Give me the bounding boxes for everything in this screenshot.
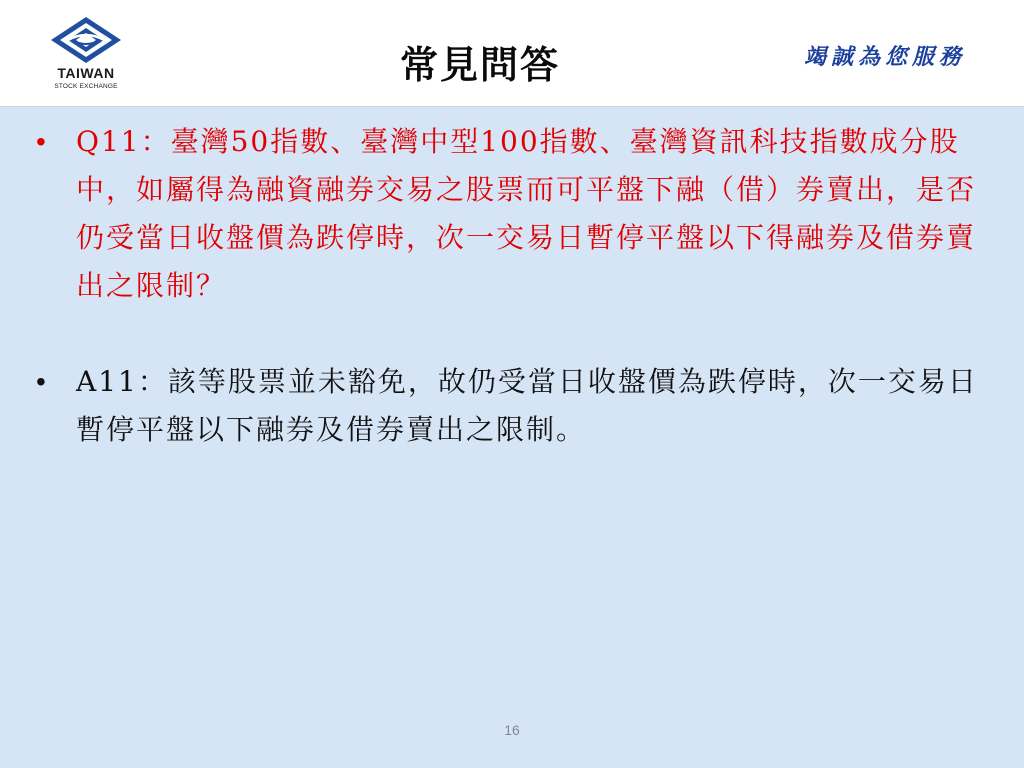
logo-subtitle: STOCK EXCHANGE [54, 83, 118, 90]
slide-title: 常見問答 [399, 42, 560, 87]
page-number: 16 [504, 722, 520, 738]
faq-content [28, 118, 978, 454]
slide-header [0, 0, 1024, 107]
question-text: Q11：臺灣50指數、臺灣中型100指數、臺灣資訊科技指數成分股中，如屬得為融資融券交易之股票而可平盤下融（借）券賣出，是否仍受當日收盤價為跌停時，次一交易日暫停平盤以下得融券及借券賣出之限制？ [76, 125, 977, 302]
taiwan-stock-exchange-logo-icon [50, 16, 122, 64]
logo-name: TAIWAN [57, 65, 115, 81]
company-logo [40, 16, 132, 96]
faq-question [28, 118, 978, 310]
answer-text: A11：該等股票並未豁免，故仍受當日收盤價為跌停時，次一交易日暫停平盤以下融券及借券賣出之限制。 [76, 365, 978, 446]
service-slogan: 竭誠為您服務 [803, 44, 966, 70]
bullet-icon: • [36, 366, 48, 397]
faq-answer [28, 358, 978, 454]
bullet-icon: • [36, 126, 48, 157]
